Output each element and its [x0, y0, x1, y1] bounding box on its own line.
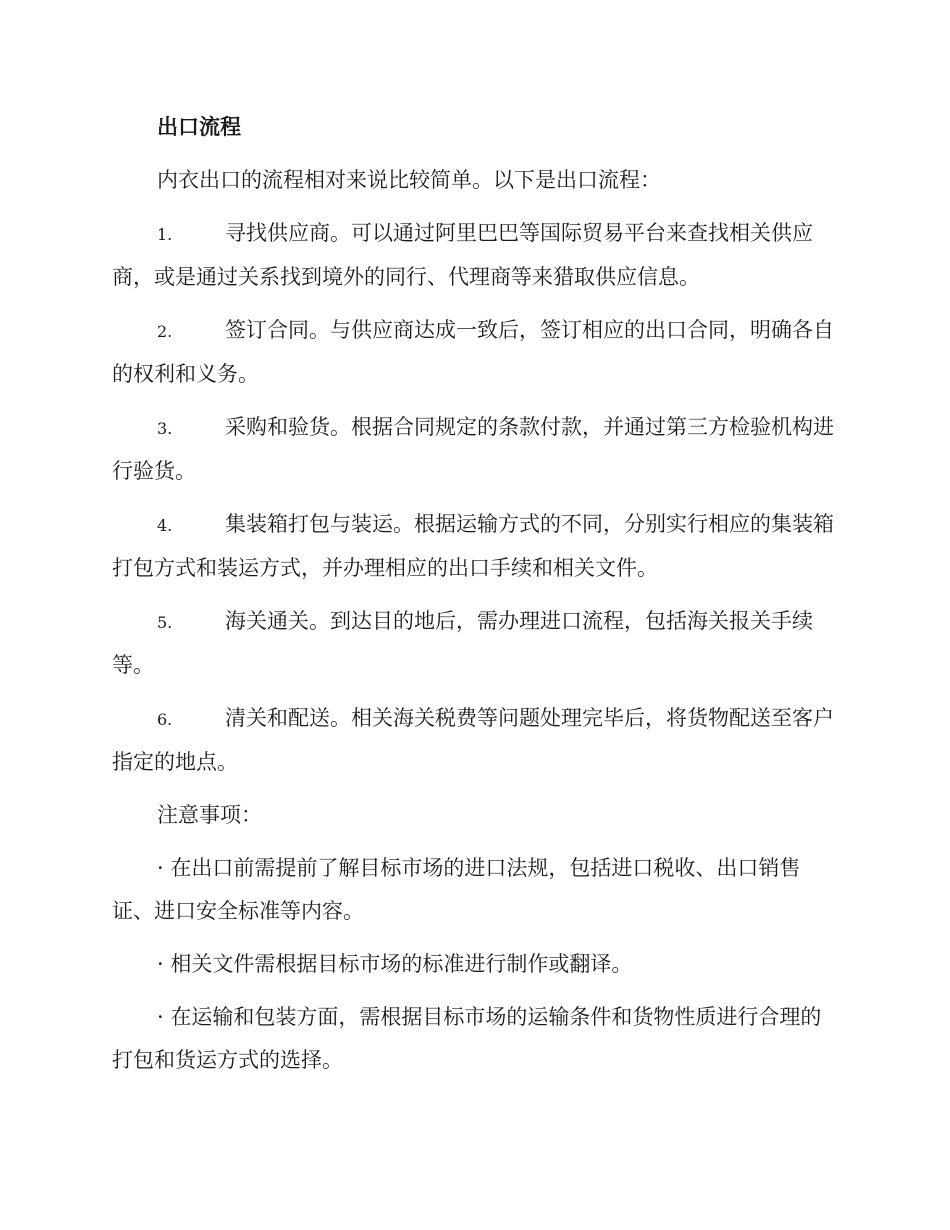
- step-text: 采购和验货。根据合同规定的条款付款，并通过第三方检验机构进行验货。: [112, 415, 834, 483]
- step-text: 海关通关。到达目的地后，需办理进口流程，包括海关报关手续等。: [112, 609, 813, 677]
- step-item: [112, 600, 837, 687]
- step-text: 寻找供应商。可以通过阿里巴巴等国际贸易平台来查找相关供应商，或是通过关系找到境外的同行、代理商等来猎取供应信息。: [112, 221, 813, 289]
- step-number: 6.: [157, 710, 173, 729]
- step-text: 签订合同。与供应商达成一致后，签订相应的出口合同，明确各自的权利和义务。: [112, 318, 834, 386]
- step-number: 2.: [157, 322, 173, 341]
- step-number: 5.: [157, 613, 173, 632]
- document-page: [112, 110, 837, 1082]
- step-number: 4.: [157, 516, 173, 535]
- note-item: · 相关文件需根据目标市场的标准进行制作或翻译。: [157, 952, 633, 976]
- step-item: [112, 406, 837, 493]
- step-item: [112, 697, 837, 784]
- notes-title: 注意事项：: [157, 803, 262, 827]
- step-item: [112, 503, 837, 590]
- step-text: 集装箱打包与装运。根据运输方式的不同，分别实行相应的集装箱打包方式和装运方式，并办理相应的出口手续和相关文件。: [112, 512, 834, 580]
- step-text: 清关和配送。相关海关税费等问题处理完毕后，将货物配送至客户指定的地点。: [112, 706, 834, 774]
- step-number: 1.: [157, 225, 173, 244]
- note-item: · 在出口前需提前了解目标市场的进口法规，包括进口税收、出口销售证、进口安全标准等内容。: [112, 856, 801, 923]
- step-number: 3.: [157, 419, 173, 438]
- step-item: [112, 212, 837, 299]
- step-item: [112, 309, 837, 396]
- note-item: · 在运输和包装方面，需根据目标市场的运输条件和货物性质进行合理的打包和货运方式的选择。: [112, 1005, 822, 1072]
- intro-paragraph: 内衣出口的流程相对来说比较简单。以下是出口流程：: [157, 168, 661, 192]
- section-heading: 出口流程: [157, 114, 241, 139]
